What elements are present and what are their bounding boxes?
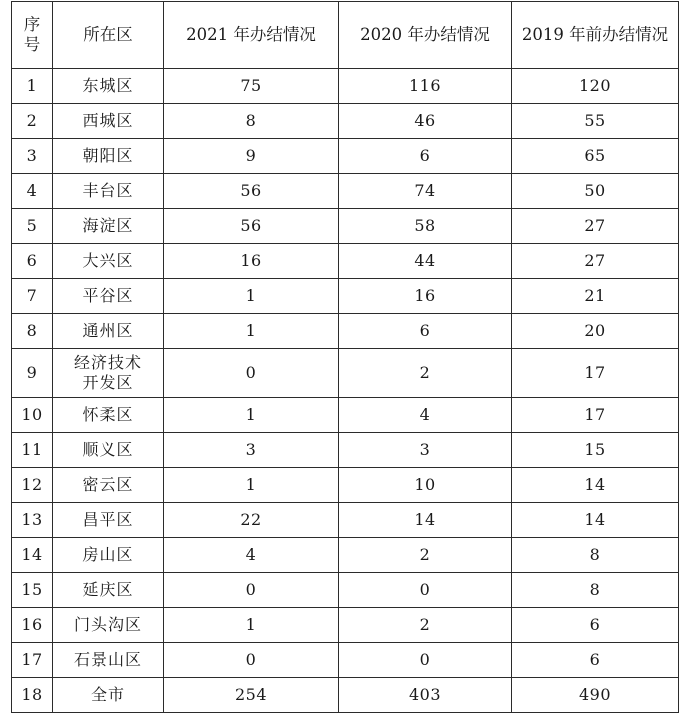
cell-2021: 254 (164, 678, 339, 713)
cell-district: 房山区 (53, 538, 164, 573)
cell-2021: 75 (164, 69, 339, 104)
cell-2020: 4 (339, 398, 512, 433)
table-row (12, 608, 679, 643)
cell-2019: 15 (512, 433, 679, 468)
cell-2019: 490 (512, 678, 679, 713)
cell-2020: 116 (339, 69, 512, 104)
table-row (12, 643, 679, 678)
table-row (12, 314, 679, 349)
district-completion-table (11, 1, 679, 713)
cell-2021: 16 (164, 244, 339, 279)
cell-2019: 8 (512, 573, 679, 608)
table-body (12, 69, 679, 713)
cell-district: 密云区 (53, 468, 164, 503)
cell-2019: 120 (512, 69, 679, 104)
cell-2021: 8 (164, 104, 339, 139)
cell-2019: 55 (512, 104, 679, 139)
cell-2020: 14 (339, 503, 512, 538)
cell-2021: 1 (164, 398, 339, 433)
cell-district: 西城区 (53, 104, 164, 139)
cell-index: 4 (12, 174, 53, 209)
cell-district: 怀柔区 (53, 398, 164, 433)
cell-district: 通州区 (53, 314, 164, 349)
cell-index: 17 (12, 643, 53, 678)
cell-2020: 16 (339, 279, 512, 314)
cell-2019: 27 (512, 244, 679, 279)
table-row (12, 244, 679, 279)
cell-2021: 0 (164, 643, 339, 678)
cell-2021: 1 (164, 314, 339, 349)
table-row (12, 104, 679, 139)
cell-2021: 0 (164, 349, 339, 398)
cell-2020: 6 (339, 314, 512, 349)
header-2020: 2020 年办结情况 (339, 2, 512, 69)
header-district: 所在区 (53, 2, 164, 69)
cell-district: 平谷区 (53, 279, 164, 314)
cell-district: 顺义区 (53, 433, 164, 468)
table-row (12, 433, 679, 468)
completion-table-container (11, 1, 679, 713)
cell-2020: 74 (339, 174, 512, 209)
table-row (12, 398, 679, 433)
cell-2020: 6 (339, 139, 512, 174)
cell-2019: 17 (512, 398, 679, 433)
cell-index: 10 (12, 398, 53, 433)
cell-2019: 6 (512, 643, 679, 678)
cell-2020: 403 (339, 678, 512, 713)
cell-district: 大兴区 (53, 244, 164, 279)
header-row (12, 2, 679, 69)
table-header (12, 2, 679, 69)
cell-district: 经济技术 开发区 (53, 349, 164, 398)
cell-2019: 17 (512, 349, 679, 398)
cell-2019: 14 (512, 503, 679, 538)
cell-2021: 4 (164, 538, 339, 573)
cell-district: 石景山区 (53, 643, 164, 678)
table-row (12, 69, 679, 104)
cell-index: 9 (12, 349, 53, 398)
cell-2019: 14 (512, 468, 679, 503)
cell-2020: 10 (339, 468, 512, 503)
cell-2021: 9 (164, 139, 339, 174)
table-row (12, 503, 679, 538)
cell-index: 11 (12, 433, 53, 468)
cell-district: 门头沟区 (53, 608, 164, 643)
cell-2019: 50 (512, 174, 679, 209)
cell-2019: 6 (512, 608, 679, 643)
cell-2021: 1 (164, 468, 339, 503)
cell-index: 5 (12, 209, 53, 244)
cell-2019: 65 (512, 139, 679, 174)
cell-district: 朝阳区 (53, 139, 164, 174)
table-row (12, 538, 679, 573)
cell-index: 12 (12, 468, 53, 503)
cell-index: 8 (12, 314, 53, 349)
cell-2020: 2 (339, 608, 512, 643)
cell-2019: 21 (512, 279, 679, 314)
cell-index: 16 (12, 608, 53, 643)
cell-index: 18 (12, 678, 53, 713)
total-row (12, 678, 679, 713)
cell-2020: 58 (339, 209, 512, 244)
cell-index: 7 (12, 279, 53, 314)
cell-2020: 2 (339, 538, 512, 573)
table-row (12, 209, 679, 244)
cell-index: 6 (12, 244, 53, 279)
cell-2021: 22 (164, 503, 339, 538)
cell-2020: 44 (339, 244, 512, 279)
cell-2020: 0 (339, 573, 512, 608)
cell-2019: 20 (512, 314, 679, 349)
cell-2019: 8 (512, 538, 679, 573)
cell-index: 15 (12, 573, 53, 608)
cell-index: 2 (12, 104, 53, 139)
header-2021: 2021 年办结情况 (164, 2, 339, 69)
table-row (12, 139, 679, 174)
table-row (12, 573, 679, 608)
cell-2021: 3 (164, 433, 339, 468)
cell-index: 1 (12, 69, 53, 104)
cell-district: 全市 (53, 678, 164, 713)
cell-index: 14 (12, 538, 53, 573)
table-row (12, 174, 679, 209)
cell-2021: 56 (164, 174, 339, 209)
table-row (12, 279, 679, 314)
cell-district: 丰台区 (53, 174, 164, 209)
header-index: 序 号 (12, 2, 53, 69)
cell-district: 海淀区 (53, 209, 164, 244)
cell-2021: 1 (164, 608, 339, 643)
cell-2020: 2 (339, 349, 512, 398)
table-row (12, 349, 679, 398)
cell-index: 3 (12, 139, 53, 174)
cell-2020: 3 (339, 433, 512, 468)
cell-2020: 0 (339, 643, 512, 678)
cell-2021: 56 (164, 209, 339, 244)
table-row (12, 468, 679, 503)
header-2019: 2019 年前办结情况 (512, 2, 679, 69)
cell-district: 延庆区 (53, 573, 164, 608)
cell-index: 13 (12, 503, 53, 538)
cell-district: 东城区 (53, 69, 164, 104)
cell-2020: 46 (339, 104, 512, 139)
cell-2019: 27 (512, 209, 679, 244)
cell-2021: 1 (164, 279, 339, 314)
cell-district: 昌平区 (53, 503, 164, 538)
cell-2021: 0 (164, 573, 339, 608)
